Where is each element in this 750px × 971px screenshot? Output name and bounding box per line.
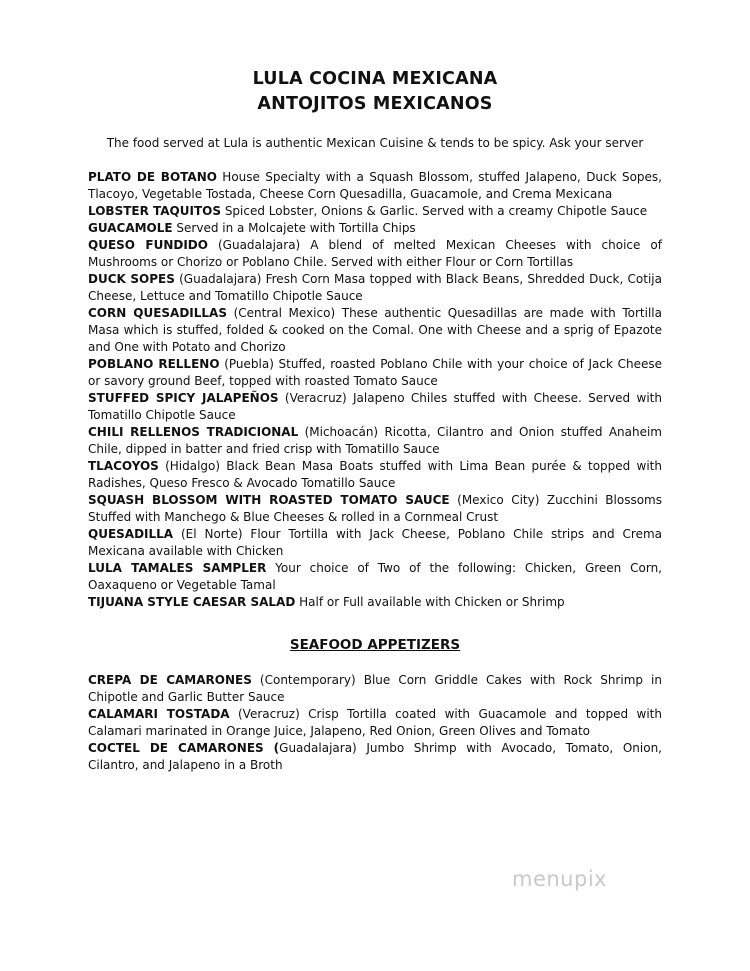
- item-name: LULA TAMALES SAMPLER: [88, 561, 267, 575]
- menu-item: [88, 390, 662, 424]
- item-description: (Hidalgo) Black Bean Masa Boats stuffed with Lima Bean purée & topped with Radishes, Queso Fresco & Avocado Tomatillo Sauce: [88, 459, 662, 490]
- item-description: (Guadalajara) A blend of melted Mexican Cheeses with choice of Mushrooms or Chorizo or Poblano Chile. Served with either Flour or Corn Tortillas: [88, 238, 662, 269]
- item-name: CHILI RELLENOS TRADICIONAL: [88, 425, 299, 439]
- menu-item: [88, 220, 662, 237]
- item-description: Served in a Molcajete with Tortilla Chips: [172, 221, 416, 235]
- item-description: Your choice of Two of the following: Chicken, Green Corn, Oaxaqueno or Vegetable Tamal: [88, 561, 662, 592]
- item-description: (Veracruz) Jalapeno Chiles stuffed with Cheese. Served with Tomatillo Chipotle Sauce: [88, 391, 662, 422]
- menu-item: [88, 740, 662, 774]
- item-description: Spiced Lobster, Onions & Garlic. Served with a creamy Chipotle Sauce: [221, 204, 648, 218]
- menu-item: [88, 271, 662, 305]
- antojitos-list: [88, 169, 662, 611]
- menu-item: [88, 594, 662, 611]
- item-name: CORN QUESADILLAS: [88, 306, 227, 320]
- item-description: (Guadalajara) Fresh Corn Masa topped with Black Beans, Shredded Duck, Cotija Cheese, Lettuce and Tomatillo Chipotle Sauce: [88, 272, 662, 303]
- seafood-section-title: SEAFOOD APPETIZERS: [289, 637, 461, 653]
- menu-subtitle: ANTOJITOS MEXICANOS: [257, 94, 493, 114]
- menu-item: [88, 305, 662, 356]
- item-description: (Michoacán) Ricotta, Cilantro and Onion stuffed Anaheim Chile, dipped in batter and fried crisp with Tomatillo Sauce: [88, 425, 662, 456]
- item-name: TLACOYOS: [88, 459, 159, 473]
- watermark-logo: menupix: [512, 867, 608, 891]
- item-description: (Puebla) Stuffed, roasted Poblano Chile with your choice of Jack Cheese or savory ground Beef, topped with roasted Tomato Sauce: [88, 357, 662, 388]
- item-description: (Veracruz) Crisp Tortilla coated with Guacamole and topped with Calamari marinated in Orange Juice, Jalapeno, Red Onion, Green Olives and Tomato: [88, 707, 662, 738]
- menu-item: [88, 706, 662, 740]
- item-name: DUCK SOPES: [88, 272, 175, 286]
- menu-item: [88, 672, 662, 706]
- menu-item: [88, 458, 662, 492]
- item-description: Guadalajara) Jumbo Shrimp with Avocado, Tomato, Onion, Cilantro, and Jalapeno in a Broth: [88, 741, 662, 772]
- item-name: TIJUANA STYLE CAESAR SALAD: [88, 595, 296, 609]
- menu-item: [88, 356, 662, 390]
- seafood-list: [88, 672, 662, 774]
- item-name: COCTEL DE CAMARONES (: [88, 741, 280, 755]
- item-name: QUESADILLA: [88, 527, 174, 541]
- item-name: CREPA DE CAMARONES: [88, 673, 252, 687]
- item-name: CALAMARI TOSTADA: [88, 707, 230, 721]
- item-description: (Contemporary) Blue Corn Griddle Cakes with Rock Shrimp in Chipotle and Garlic Butter Sauce: [88, 673, 662, 704]
- item-name: QUESO FUNDIDO: [88, 238, 208, 252]
- item-description: House Specialty with a Squash Blossom, stuffed Jalapeno, Duck Sopes, Tlacoyo, Vegetable Tostada, Cheese Corn Quesadilla, Guacamole, and Crema Mexicana: [88, 170, 662, 201]
- menu-title: LULA COCINA MEXICANA: [252, 69, 498, 89]
- menu-item: [88, 526, 662, 560]
- menu-item: [88, 237, 662, 271]
- item-description: (Mexico City) Zucchini Blossoms Stuffed with Manchego & Blue Cheeses & rolled in a Cornmeal Crust: [88, 493, 662, 524]
- item-description: (Central Mexico) These authentic Quesadillas are made with Tortilla Masa which is stuffed, folded & cooked on the Comal. One with Cheese and a sprig of Epazote and One with Potato and Chorizo: [88, 306, 662, 354]
- item-description: (El Norte) Flour Tortilla with Jack Cheese, Poblano Chile strips and Crema Mexicana available with Chicken: [88, 527, 662, 558]
- intro-text: The food served at Lula is authentic Mexican Cuisine & tends to be spicy. Ask your server: [106, 136, 644, 150]
- menu-item: [88, 203, 662, 220]
- item-name: SQUASH BLOSSOM WITH ROASTED TOMATO SAUCE: [88, 493, 450, 507]
- menu-item: [88, 492, 662, 526]
- item-description: Half or Full available with Chicken or Shrimp: [295, 595, 565, 609]
- item-name: POBLANO RELLENO: [88, 357, 220, 371]
- item-name: PLATO DE BOTANO: [88, 170, 217, 184]
- menu-item: [88, 169, 662, 203]
- menu-item: [88, 424, 662, 458]
- item-name: LOBSTER TAQUITOS: [88, 204, 221, 218]
- menu-item: [88, 560, 662, 594]
- item-name: GUACAMOLE: [88, 221, 173, 235]
- item-name: STUFFED SPICY JALAPEÑOS: [88, 391, 279, 405]
